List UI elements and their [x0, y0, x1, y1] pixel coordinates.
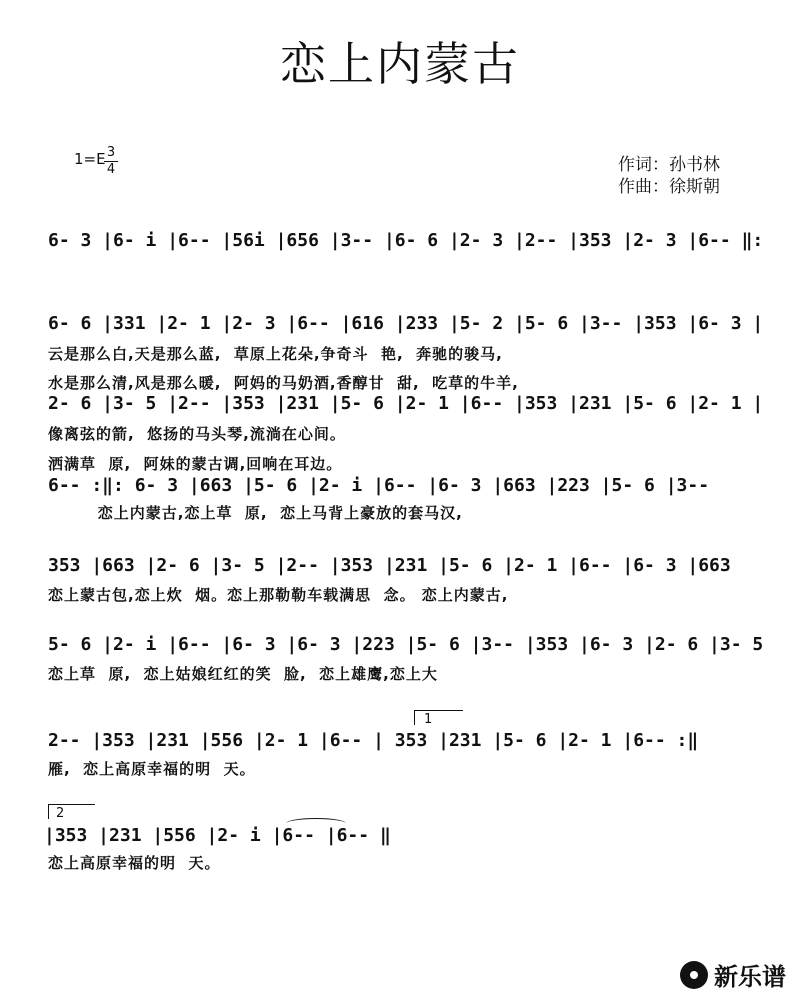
score-line-6-notes: 5- 6 |2- i |6-- |6- 3 |6- 3 |223 |5- 6 |3-- |353 |6- 3 |2- 6 |3- 5 [48, 634, 764, 655]
first-ending-bracket [414, 710, 463, 725]
score-line-3-lyrics-verse-2: 洒满草 原, 阿妹的蒙古调,回响在耳边。 [48, 455, 343, 473]
score-line-2-lyrics-verse-2: 水是那么清,风是那么暖, 阿妈的马奶酒,香醇甘 甜, 吃草的牛羊, [48, 374, 519, 392]
score-line-5-lyrics: 恋上蒙古包,恋上炊 烟。恋上那勒勒车载满思 念。 恋上内蒙古, [48, 586, 509, 604]
vinyl-disc-icon [680, 961, 708, 989]
score-line-7-notes: 2-- |353 |231 |556 |2- 1 |6-- | 353 |231 |5- 6 |2- 1 |6-- :‖ [48, 730, 699, 751]
composer-credit: 作曲：徐斯朝 [618, 177, 720, 197]
time-signature-top: 3 [106, 145, 116, 160]
song-title: 恋上内蒙古 [280, 37, 520, 91]
score-line-6-lyrics: 恋上草 原, 恋上姑娘红红的笑 脸, 恋上雄鹰,恋上大 [48, 665, 438, 683]
score-line-2-notes: 6- 6 |331 |2- 1 |2- 3 |6-- |616 |233 |5- 2 |5- 6 |3-- |353 |6- 3 | [48, 313, 764, 334]
score-line-2-lyrics-verse-1: 云是那么白,天是那么蓝, 草原上花朵,争奇斗 艳, 奔驰的骏马, [48, 345, 503, 363]
time-signature-bottom: 4 [106, 162, 116, 177]
score-line-7-lyrics: 雁, 恋上高原幸福的明 天。 [48, 760, 256, 778]
time-signature [104, 146, 118, 177]
score-line-3-lyrics-verse-1: 像离弦的箭, 悠扬的马头琴,流淌在心间。 [48, 425, 346, 443]
score-line-4-lyrics: 恋上内蒙古,恋上草 原, 恋上马背上豪放的套马汉, [48, 504, 463, 522]
site-logo [680, 957, 786, 992]
lyricist-credit: 作词：孙书林 [618, 155, 720, 175]
score-line-8-notes: |353 |231 |556 |2- i |6-- |6-- ‖ [44, 825, 391, 846]
second-ending-number: 2 [56, 806, 65, 821]
score-line-4-notes: 6-- :‖: 6- 3 |663 |5- 6 |2- i |6-- |6- 3 |663 |223 |5- 6 |3-- [48, 475, 710, 496]
score-line-3-notes: 2- 6 |3- 5 |2-- |353 |231 |5- 6 |2- 1 |6-- |353 |231 |5- 6 |2- 1 | [48, 393, 764, 414]
site-logo-text: 新乐谱 [714, 963, 786, 991]
key-signature: 1=E [74, 150, 106, 168]
score-line-5-notes: 353 |663 |2- 6 |3- 5 |2-- |353 |231 |5- 6 |2- 1 |6-- |6- 3 |663 [48, 555, 731, 576]
score-line-1-notes: 6- 3 |6- i |6-- |56i |656 |3-- |6- 6 |2- 3 |2-- |353 |2- 3 |6-- ‖: [48, 230, 764, 251]
score-line-8-lyrics: 恋上高原幸福的明 天。 [48, 854, 221, 872]
first-ending-number: 1 [424, 712, 433, 727]
